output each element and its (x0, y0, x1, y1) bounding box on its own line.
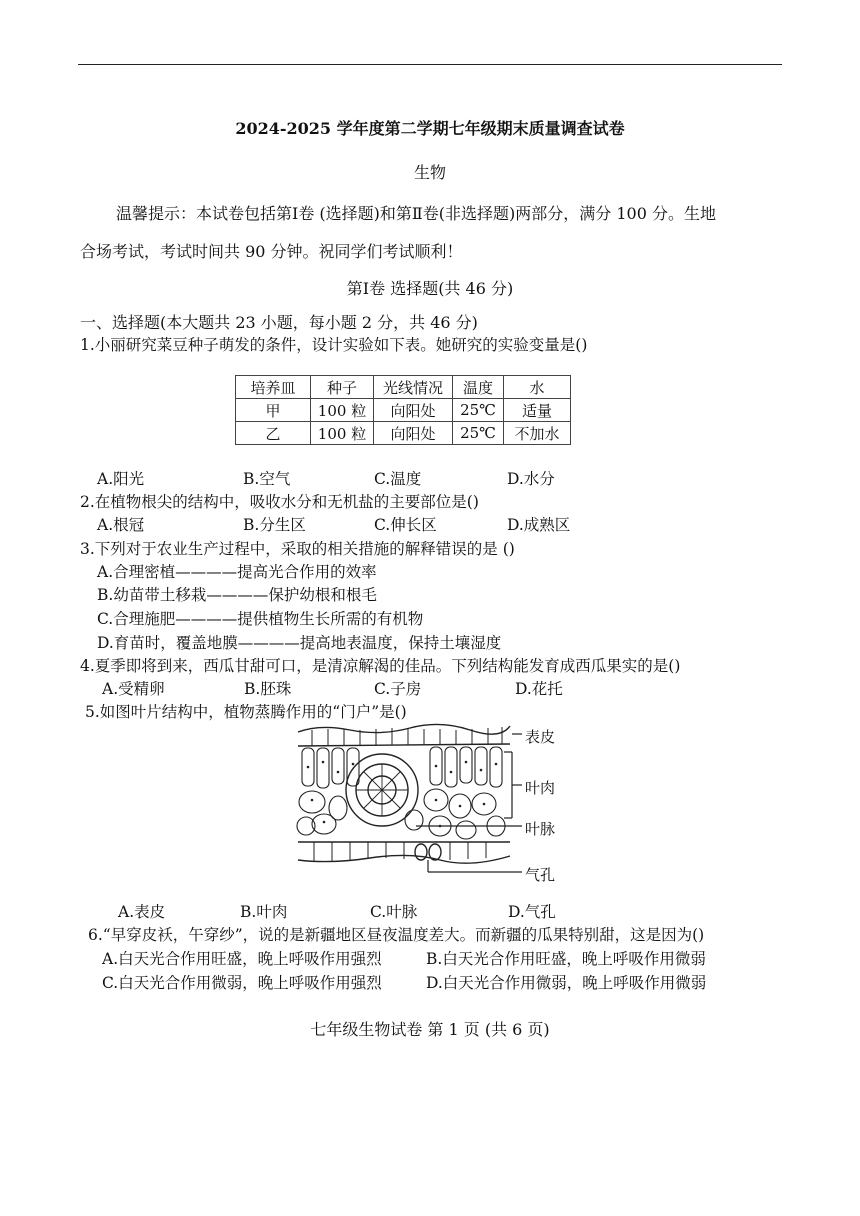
table-cell: 向阳处 (374, 399, 453, 422)
table-cell: 25℃ (453, 422, 504, 445)
question-5-option-a[interactable]: A.表皮 (118, 903, 166, 921)
question-3-stem: 3.下列对于农业生产过程中，采取的相关措施的解释错误的是 () (80, 540, 515, 558)
label-stoma: 气孔 (525, 866, 556, 884)
table-header-cell: 水 (504, 376, 571, 399)
question-2-option-b[interactable]: B.分生区 (243, 516, 306, 534)
table-cell: 100 粒 (311, 399, 374, 422)
question-3-option-b[interactable]: B.幼苗带土移栽————保护幼根和根毛 (97, 586, 377, 604)
table-cell: 向阳处 (374, 422, 453, 445)
question-1-stem: 1.小丽研究菜豆种子萌发的条件，设计实验如下表。她研究的实验变量是() (80, 336, 588, 354)
table-row (236, 399, 571, 422)
question-4-option-c[interactable]: C.子房 (374, 680, 422, 698)
question-5-option-c[interactable]: C.叶脉 (370, 903, 418, 921)
question-6-option-c[interactable]: C.白天光合作用微弱，晚上呼吸作用强烈 (102, 974, 382, 992)
question-3-option-a[interactable]: A.合理密植————提高光合作用的效率 (97, 563, 377, 581)
table-cell: 25℃ (453, 399, 504, 422)
question-1-option-b[interactable]: B.空气 (243, 470, 291, 488)
question-2-option-d[interactable]: D.成熟区 (507, 516, 571, 534)
question-1-option-c[interactable]: C.温度 (374, 470, 422, 488)
question-2-option-c[interactable]: C.伸长区 (374, 516, 437, 534)
table-cell: 100 粒 (311, 422, 374, 445)
table-header-cell: 温度 (453, 376, 504, 399)
question-3-option-c[interactable]: C.合理施肥————提供植物生长所需的有机物 (97, 610, 424, 628)
question-6-option-d[interactable]: D.白天光合作用微弱，晚上呼吸作用微弱 (426, 974, 707, 992)
experiment-table (235, 375, 571, 445)
question-4-stem: 4.夏季即将到来，西瓜甘甜可口，是清凉解渴的佳品。下列结构能发育成西瓜果实的是() (80, 657, 681, 675)
question-5-stem: 5.如图叶片结构中，植物蒸腾作用的“门户”是() (85, 703, 407, 721)
question-2-option-a[interactable]: A.根冠 (97, 516, 145, 534)
question-6-stem: 6.“早穿皮袄，午穿纱”，说的是新疆地区昼夜温度差大。而新疆的瓜果特别甜，这是因为() (88, 926, 705, 944)
exam-title: 2024-2025 学年度第二学期七年级期末质量调查试卷 (235, 119, 625, 138)
label-vein: 叶脉 (525, 820, 556, 838)
notice-line-1: 温馨提示：本试卷包括第Ⅰ卷 (选择题)和第Ⅱ卷(非选择题)两部分，满分 100 分。生地 (116, 204, 716, 223)
question-1-option-a[interactable]: A.阳光 (97, 470, 145, 488)
question-3-option-d[interactable]: D.育苗时，覆盖地膜————提高地表温度，保持土壤湿度 (97, 634, 502, 652)
section-heading: 一、选择题(本大题共 23 小题，每小题 2 分，共 46 分) (80, 313, 478, 332)
question-5-option-d[interactable]: D.气孔 (508, 903, 556, 921)
question-5-option-b[interactable]: B.叶肉 (240, 903, 288, 921)
top-rule (78, 64, 782, 65)
table-cell: 不加水 (504, 422, 571, 445)
page-footer: 七年级生物试卷 第 1 页 (共 6 页) (310, 1020, 550, 1039)
table-cell: 适量 (504, 399, 571, 422)
label-mesophyll: 叶肉 (525, 779, 556, 797)
question-6-option-b[interactable]: B.白天光合作用旺盛，晚上呼吸作用微弱 (426, 950, 706, 968)
question-1-option-d[interactable]: D.水分 (507, 470, 555, 488)
question-4-option-d[interactable]: D.花托 (515, 680, 563, 698)
table-header-cell: 种子 (311, 376, 374, 399)
question-4-option-a[interactable]: A.受精卵 (102, 680, 165, 698)
question-4-option-b[interactable]: B.胚珠 (244, 680, 292, 698)
table-header-row (236, 376, 571, 399)
part-title: 第Ⅰ卷 选择题(共 46 分) (346, 279, 514, 298)
question-6-option-a[interactable]: A.白天光合作用旺盛，晚上呼吸作用强烈 (102, 950, 382, 968)
table-header-cell: 培养皿 (236, 376, 311, 399)
exam-subject: 生物 (413, 163, 446, 182)
notice-line-2: 合场考试，考试时间共 90 分钟。祝同学们考试顺利！ (80, 242, 463, 261)
table-row (236, 422, 571, 445)
table-cell: 乙 (236, 422, 311, 445)
label-epidermis: 表皮 (525, 728, 556, 746)
table-cell: 甲 (236, 399, 311, 422)
table-header-cell: 光线情况 (374, 376, 453, 399)
question-2-stem: 2.在植物根尖的结构中，吸收水分和无机盐的主要部位是() (80, 493, 479, 511)
